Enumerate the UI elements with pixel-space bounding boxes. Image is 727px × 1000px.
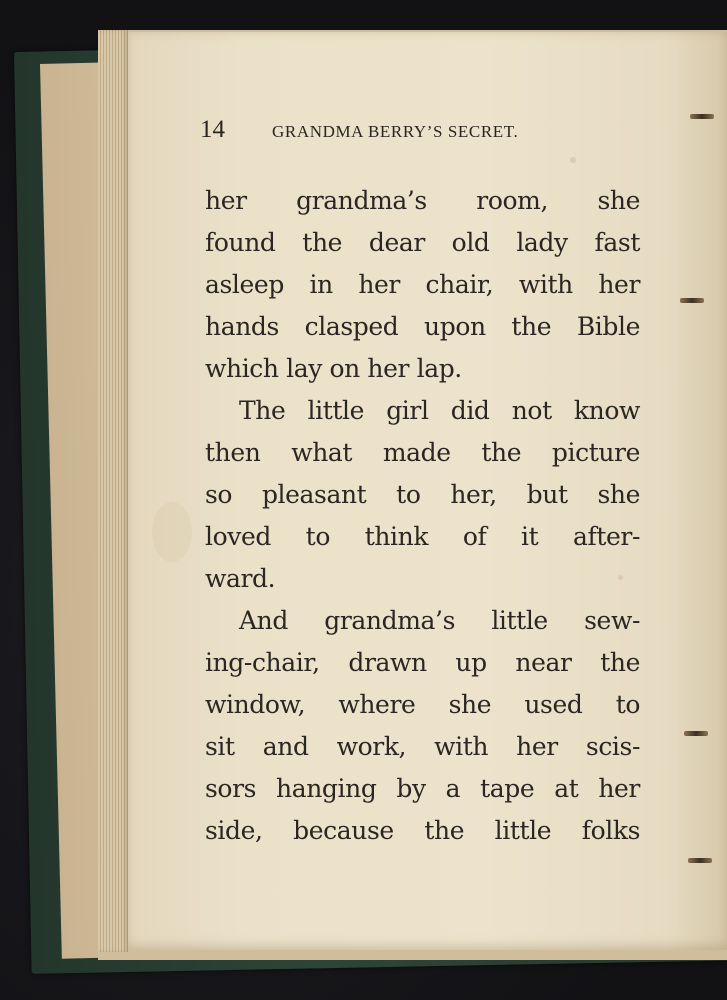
binding-stitch — [684, 731, 708, 736]
text-line: her grandma’s room, she — [205, 186, 640, 215]
text-line: which lay on her lap. — [205, 354, 462, 383]
text-line: side, because the little folks — [205, 816, 640, 845]
text-line: asleep in her chair, with her — [205, 270, 640, 299]
running-title: GRANDMA BERRY’S SECRET. — [272, 122, 519, 141]
text-line: window, where she used to — [205, 690, 640, 719]
page-edges — [98, 30, 128, 952]
text-line: ing-chair, drawn up near the — [205, 648, 640, 677]
text-line: then what made the picture — [205, 438, 640, 467]
foxing-spot — [570, 157, 576, 163]
page-header — [200, 116, 640, 146]
binding-stitch — [690, 114, 714, 119]
binding-stitch — [680, 298, 704, 303]
text-line: And grandma’s little sew- — [239, 606, 640, 635]
text-line: ward. — [205, 564, 276, 593]
text-line: so pleasant to her, but she — [205, 480, 640, 509]
text-line: found the dear old lady fast — [205, 228, 640, 257]
text-line: sors hanging by a tape at her — [205, 774, 640, 803]
binding-stitch — [688, 858, 712, 863]
text-line: sit and work, with her scis- — [205, 732, 640, 761]
foxing-spot — [152, 502, 192, 562]
text-line: loved to think of it after- — [205, 522, 640, 551]
page-number: 14 — [200, 116, 225, 143]
text-line: hands clasped upon the Bible — [205, 312, 640, 341]
body-text — [205, 180, 640, 852]
text-line: The little girl did not know — [239, 396, 640, 425]
